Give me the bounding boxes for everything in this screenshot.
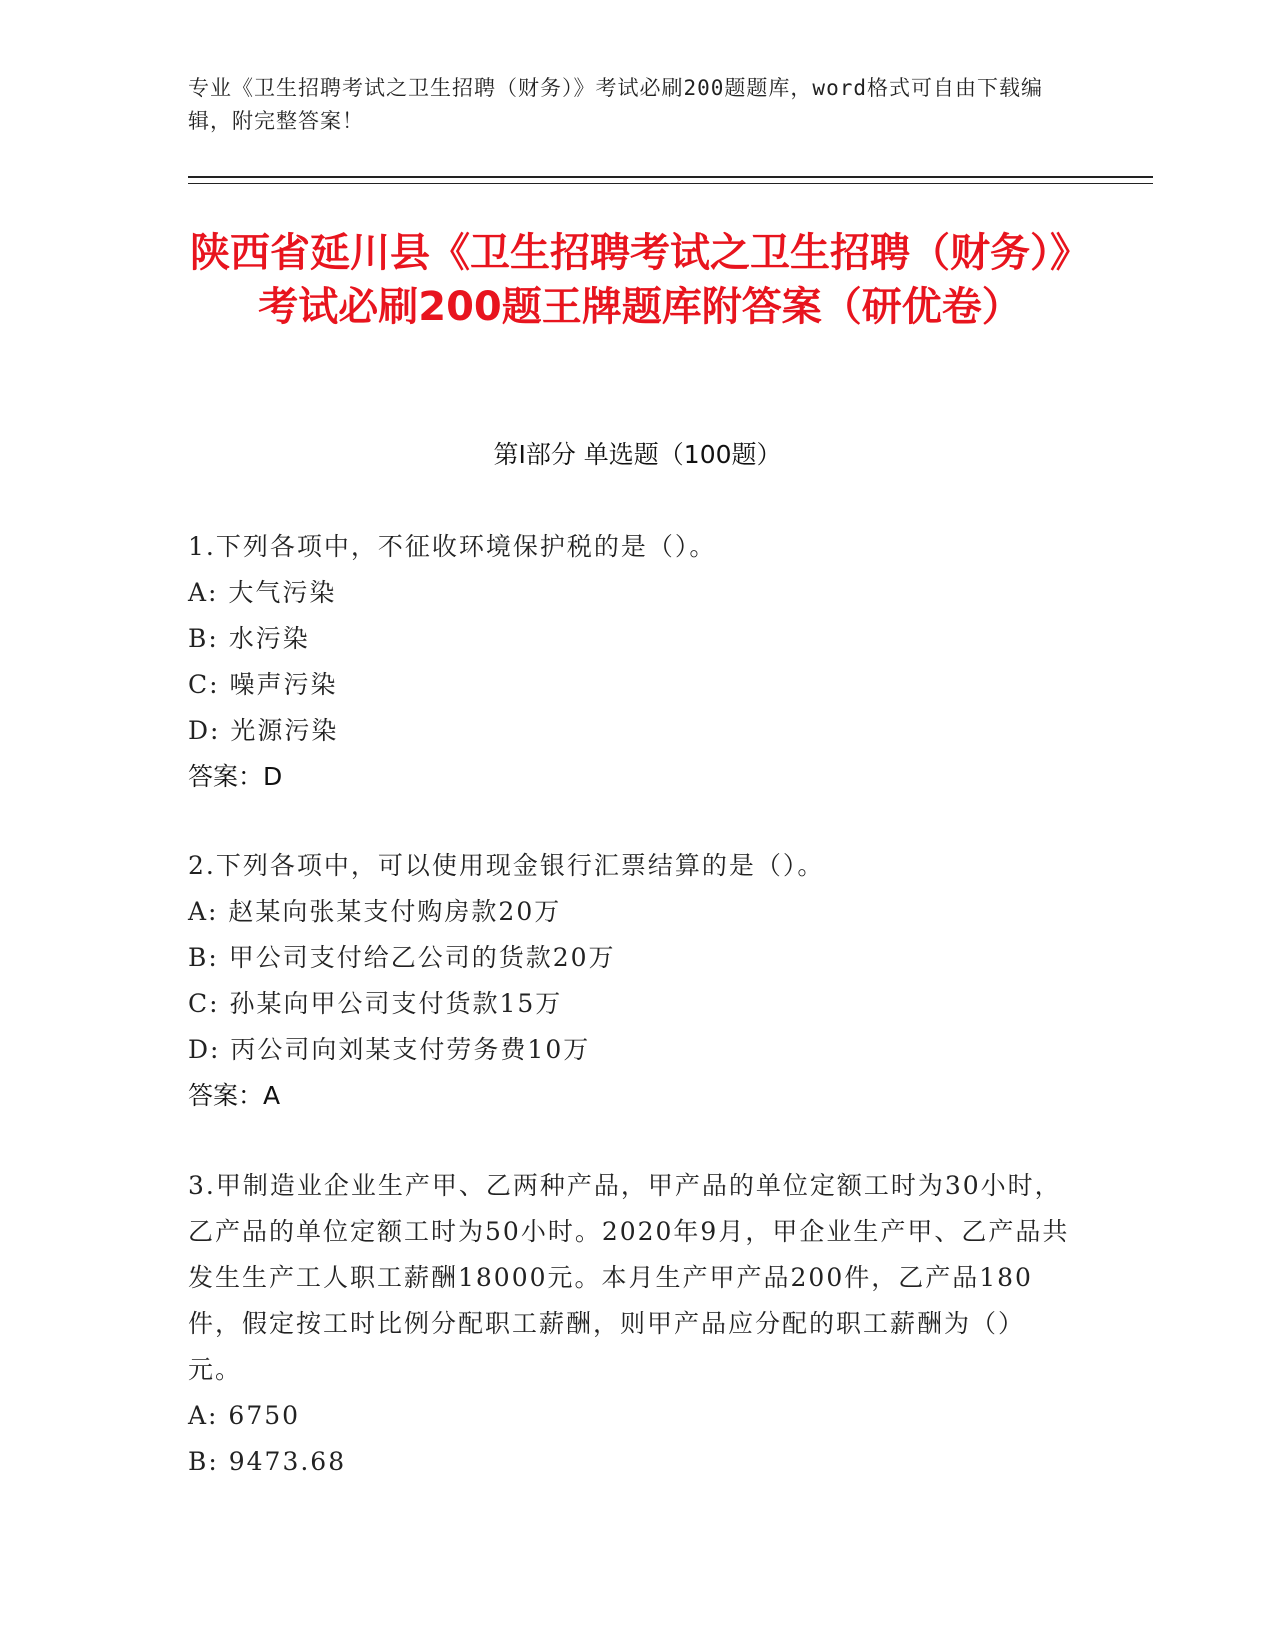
section-title: 第I部分 单选题（100题） xyxy=(493,440,782,469)
option-c: C: 噪声污染 xyxy=(188,670,338,699)
option-b: B: 9473.68 xyxy=(188,1447,347,1476)
question-stem: 2.下列各项中，可以使用现金银行汇票结算的是（）。 xyxy=(188,851,825,880)
answer: 答案：D xyxy=(188,762,283,791)
option-b: B: 水污染 xyxy=(188,624,310,653)
header-note: 专业《卫生招聘考试之卫生招聘（财务）》考试必刷200题题库，word格式可自由下载编辑，附完整答案！ xyxy=(188,76,1043,133)
option-a: A: 赵某向张某支付购房款20万 xyxy=(188,897,562,926)
option-a: A: 6750 xyxy=(188,1401,301,1430)
answer: 答案：A xyxy=(188,1081,281,1110)
option-d: D: 丙公司向刘某支付劳务费10万 xyxy=(188,1035,591,1064)
option-d: D: 光源污染 xyxy=(188,716,339,745)
question-block xyxy=(188,843,1078,1119)
header-divider-thin xyxy=(188,183,1153,184)
header-divider-thick xyxy=(188,176,1153,178)
question-stem: 3.甲制造业企业生产甲、乙两种产品，甲产品的单位定额工时为30小时，乙产品的单位定额工时为50小时。2020年9月，甲企业生产甲、乙产品共发生生产工人职工薪酬18000元。本月生产甲产品200件，乙产品180件，假定按工时比例分配职工薪酬，则甲产品应分配的职工薪酬为（）元。 xyxy=(188,1171,1070,1384)
question-stem: 1.下列各项中，不征收环境保护税的是（）。 xyxy=(188,532,717,561)
document-title: 陕西省延川县《卫生招聘考试之卫生招聘（财务）》考试必刷200题王牌题库附答案（研优卷） xyxy=(190,230,1090,330)
option-a: A: 大气污染 xyxy=(188,578,337,607)
option-b: B: 甲公司支付给乙公司的货款20万 xyxy=(188,943,616,972)
question-block xyxy=(188,524,1078,800)
question-block xyxy=(188,1163,1078,1485)
option-c: C: 孙某向甲公司支付货款15万 xyxy=(188,989,563,1018)
